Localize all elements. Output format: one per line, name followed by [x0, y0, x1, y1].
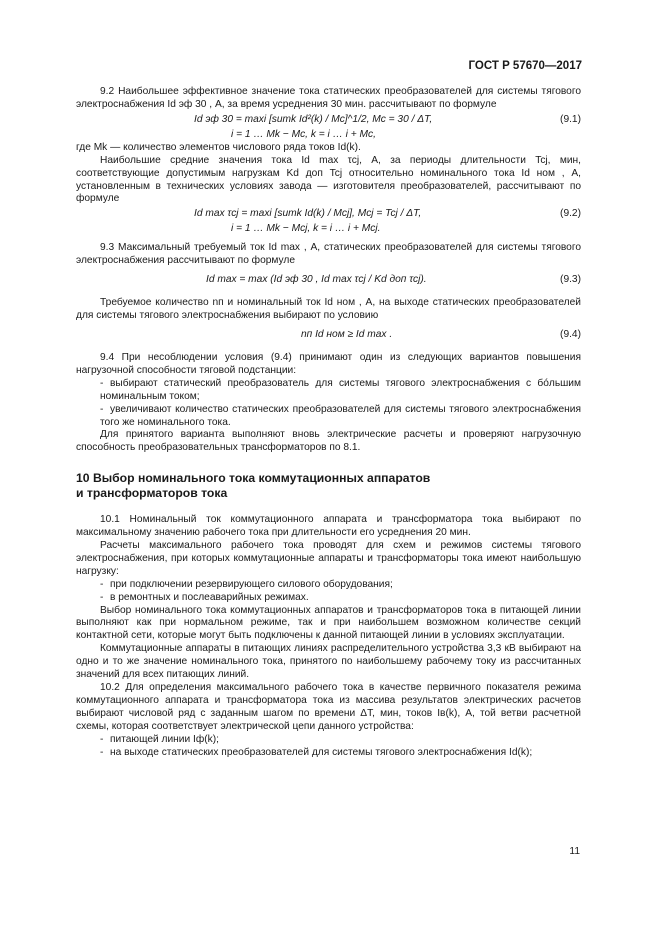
paragraph-where-mk: где Mk — количество элементов числового ряда токов Id(k).	[76, 141, 361, 153]
list-item: - на выходе статических преобразователей для системы тягового электроснабжения Id(k);	[100, 746, 533, 758]
spacer	[76, 455, 581, 471]
formula-text: Id max = max (Id эф 30 , Id max τcj / Kd доп τcj).	[206, 274, 427, 286]
page-number: 11	[569, 846, 580, 857]
list-item: - питающей линии Iф(k);	[100, 733, 219, 745]
formula-number: (9.4)	[560, 328, 581, 340]
spacer	[76, 342, 581, 352]
formula-text: i = 1 … Mk − Mcj, k = i … i + Mcj.	[231, 223, 381, 235]
list-item: - выбирают статический преобразователь для системы тягового электроснабжения с бóльшим номинальным током;	[100, 377, 581, 402]
paragraph-recalc: Для принятого варианта выполняют вновь электрические расчеты и проверяют нагрузочную способность преобразовательных трансформаторов по 8.1.	[76, 429, 581, 454]
list-item: - при подключении резервирующего силового оборудования;	[100, 578, 393, 590]
formula-number: (9.2)	[560, 208, 581, 220]
paragraph-9-4: 9.4 При несоблюдении условия (9.4) принимают один из следующих вариантов повышения нагрузочной способности тяговой подстанции:	[76, 351, 581, 376]
paragraph-9-3: 9.3 Максимальный требуемый ток Id max , А, статических преобразователей для системы тягового электроснабжения рассчитывают по формуле	[76, 242, 581, 267]
formula-9-2	[76, 206, 581, 221]
paragraph-average-current: Наибольшие средние значения тока Id max τcj, А, за периоды длительности Tcj, мин, соответствующие допустимым нагрузкам Kd доп Tcj относительно номинального тока Id ном , А, установленным в технических условиях завода — изготовителя преобразователей, рассчитывают по формуле	[76, 154, 581, 205]
formula-9-2-range	[76, 221, 581, 236]
paragraph-required-count: Требуемое количество nп и номинальный ток Id ном , А, на выходе статических преобразователей для системы тягового электроснабжения выбирают по условию	[76, 297, 581, 322]
paragraph-9-2: 9.2 Наибольшее эффективное значение тока статических преобразователей для системы тягового электроснабжения Id эф 30 , А, за время усреднения 30 мин. рассчитывают по формуле	[76, 86, 581, 110]
paragraph-switchgear: Коммутационные аппараты в питающих линиях распределительного устройства 3,3 кВ выбирают на одно и то же значение номинального тока, принятого по наибольшему рабочему току из рассчитанных значений для всех питающих линий.	[76, 643, 581, 681]
formula-number: (9.3)	[560, 274, 581, 286]
formula-9-1-range	[76, 127, 581, 142]
paragraph-10-2: 10.2 Для определения максимального рабочего тока в качестве первичного показателя режима коммутационного аппарата и трансформатора тока из массива результатов электрических расчетов выбирают числовой ряд с заданным шагом по времени ΔT, мин, токов Iв(k), А, той ветви расчетной схемы, которая соответствует электрической цепи данного устройства:	[76, 682, 581, 732]
paragraph-10-1: 10.1 Номинальный ток коммутационного аппарата и трансформатора тока выбирают по максимальному значению рабочего тока при длительности его усреднения 20 мин.	[76, 514, 581, 539]
paragraph-feeder-selection: Выбор номинального тока коммутационных аппаратов и трансформаторов тока в питающей линии выполняют как при нормальном режиме, так и при наибольшем возможном количестве секций контактной сети, которые могут быть подключены к данной питающей линии в условиях эксплуатации.	[76, 604, 581, 642]
formula-text: nп Id ном ≥ Id max .	[301, 328, 393, 340]
formula-text: i = 1 … Mk − Mc, k = i … i + Mc,	[231, 128, 376, 140]
section-heading-10: 10 Выбор номинального тока коммутационных аппаратов	[76, 471, 431, 486]
document-number: ГОСТ Р 57670—2017	[468, 60, 582, 72]
formula-9-1	[76, 112, 581, 127]
spacer	[76, 287, 581, 297]
list-item: - в ремонтных и послеаварийных режимах.	[100, 591, 309, 603]
section-heading-10-cont: и трансформаторов тока	[76, 486, 228, 501]
page-content	[76, 86, 581, 759]
formula-number: (9.1)	[560, 113, 581, 125]
formula-9-4	[76, 327, 581, 342]
formula-9-3	[76, 272, 581, 287]
list-item: - увеличивают количество статических преобразователей для системы тягового электроснабжения того же номинального тока.	[100, 403, 581, 428]
formula-text: Id эф 30 = maxi [sumk Id²(k) / Mc]^1/2, Mc = 30 / ΔT,	[194, 113, 433, 125]
formula-text: Id max τcj = maxi [sumk Id(k) / Mcj], Mcj = Tcj / ΔT,	[194, 208, 422, 220]
spacer	[76, 501, 581, 514]
paragraph-max-current-calc: Расчеты максимального рабочего тока проводят для схем и режимов системы тягового электроснабжения, при которых коммутационные аппараты и трансформаторы тока имеют наибольшую нагрузку:	[76, 540, 581, 577]
